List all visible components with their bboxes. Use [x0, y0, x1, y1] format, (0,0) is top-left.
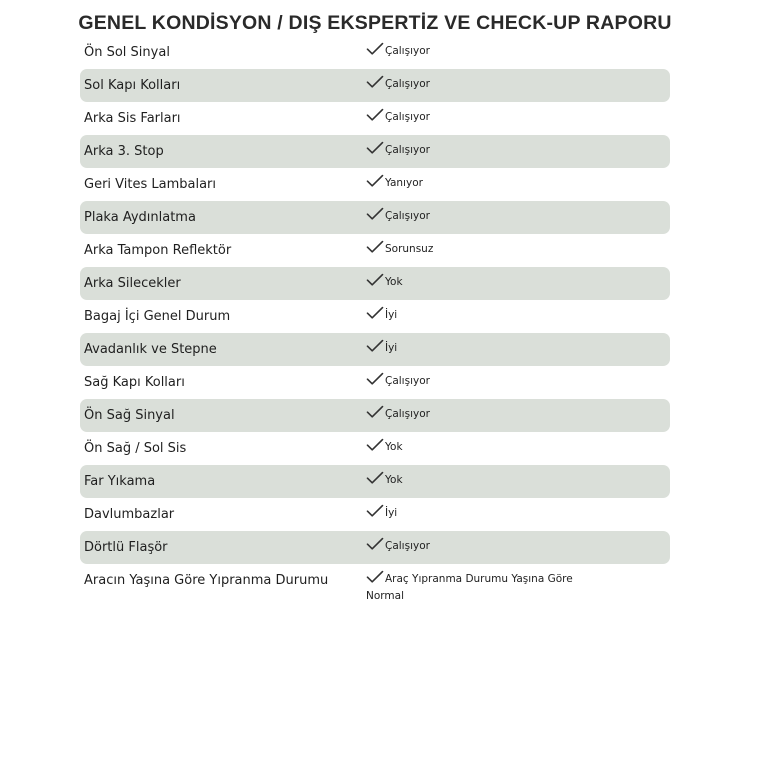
list-item: [80, 234, 670, 267]
list-item: [80, 267, 670, 300]
check-icon: [366, 108, 384, 122]
check-icon: [366, 471, 384, 485]
item-label: Arka Sis Farları: [84, 111, 181, 126]
item-value: Araç Yıpranma Durumu Yaşına Göre Normal: [366, 573, 573, 602]
item-label: Ön Sağ / Sol Sis: [84, 441, 187, 456]
item-label: Sağ Kapı Kolları: [84, 375, 185, 390]
check-icon: [366, 438, 384, 452]
item-value: Çalışıyor: [385, 144, 430, 156]
item-status: [366, 405, 586, 423]
item-label: Arka Tampon Reflektör: [84, 243, 232, 258]
item-status: [366, 273, 586, 291]
list-item: [80, 366, 670, 399]
list-item: [80, 465, 670, 498]
item-value: Çalışıyor: [385, 45, 430, 57]
item-label: Plaka Aydınlatma: [84, 210, 196, 225]
item-status: [366, 471, 586, 489]
check-icon: [366, 240, 384, 254]
item-value: Yok: [385, 276, 403, 288]
item-label: Davlumbazlar: [84, 507, 175, 522]
check-icon: [366, 405, 384, 419]
item-value: Çalışıyor: [385, 540, 430, 552]
item-label: Bagaj İçi Genel Durum: [84, 309, 231, 324]
item-label: Far Yıkama: [84, 474, 156, 489]
item-status: [366, 207, 586, 225]
item-value: Çalışıyor: [385, 408, 430, 420]
item-value: İyi: [385, 309, 398, 321]
item-label: Arka Silecekler: [84, 276, 181, 291]
item-status: [366, 339, 586, 357]
item-value: Çalışıyor: [385, 375, 430, 387]
check-icon: [366, 207, 384, 221]
item-label: Aracın Yaşına Göre Yıpranma Durumu: [84, 573, 329, 588]
item-value: İyi: [385, 507, 398, 519]
item-status: [366, 141, 586, 159]
item-value: İyi: [385, 342, 398, 354]
item-status: [366, 174, 586, 192]
item-label: Dörtlü Flaşör: [84, 540, 168, 555]
item-status: [366, 306, 586, 324]
item-status: [366, 108, 586, 126]
check-icon: [366, 504, 384, 518]
item-label: Ön Sağ Sinyal: [84, 408, 175, 423]
list-item: [80, 135, 670, 168]
list-item: [80, 333, 670, 366]
item-value: Yok: [385, 441, 403, 453]
item-value: Sorunsuz: [385, 243, 434, 255]
list-item: [80, 168, 670, 201]
check-icon: [366, 174, 384, 188]
item-status: [366, 537, 586, 555]
check-icon: [366, 372, 384, 386]
list-item: [80, 564, 670, 602]
item-label: Sol Kapı Kolları: [84, 78, 181, 93]
page-title: GENEL KONDİSYON / DIŞ EKSPERTİZ VE CHECK-UP RAPORU: [78, 12, 672, 34]
check-icon: [366, 273, 384, 287]
item-value: Çalışıyor: [385, 111, 430, 123]
checkup-list: [80, 36, 670, 602]
item-status: [366, 438, 586, 456]
list-item: [80, 498, 670, 531]
item-value: Yok: [385, 474, 403, 486]
check-icon: [366, 537, 384, 551]
item-value: Çalışıyor: [385, 210, 430, 222]
check-icon: [366, 570, 384, 584]
check-icon: [366, 339, 384, 353]
item-label: Avadanlık ve Stepne: [84, 342, 217, 357]
item-label: Geri Vites Lambaları: [84, 177, 217, 192]
list-item: [80, 531, 670, 564]
item-status: [366, 372, 586, 390]
item-value: Çalışıyor: [385, 78, 430, 90]
list-item: [80, 399, 670, 432]
list-item: [80, 69, 670, 102]
check-icon: [366, 141, 384, 155]
item-status: [366, 240, 586, 258]
item-status: [366, 504, 586, 522]
list-item: [80, 201, 670, 234]
check-icon: [366, 306, 384, 320]
item-status: [366, 42, 586, 60]
check-icon: [366, 75, 384, 89]
list-item: [80, 432, 670, 465]
list-item: [80, 300, 670, 333]
item-status: [366, 570, 586, 605]
list-item: [80, 102, 670, 135]
list-item: [80, 36, 670, 69]
item-value: Yanıyor: [385, 177, 423, 189]
item-status: [366, 75, 586, 93]
item-label: Arka 3. Stop: [84, 144, 164, 159]
item-label: Ön Sol Sinyal: [84, 45, 170, 60]
check-icon: [366, 42, 384, 56]
